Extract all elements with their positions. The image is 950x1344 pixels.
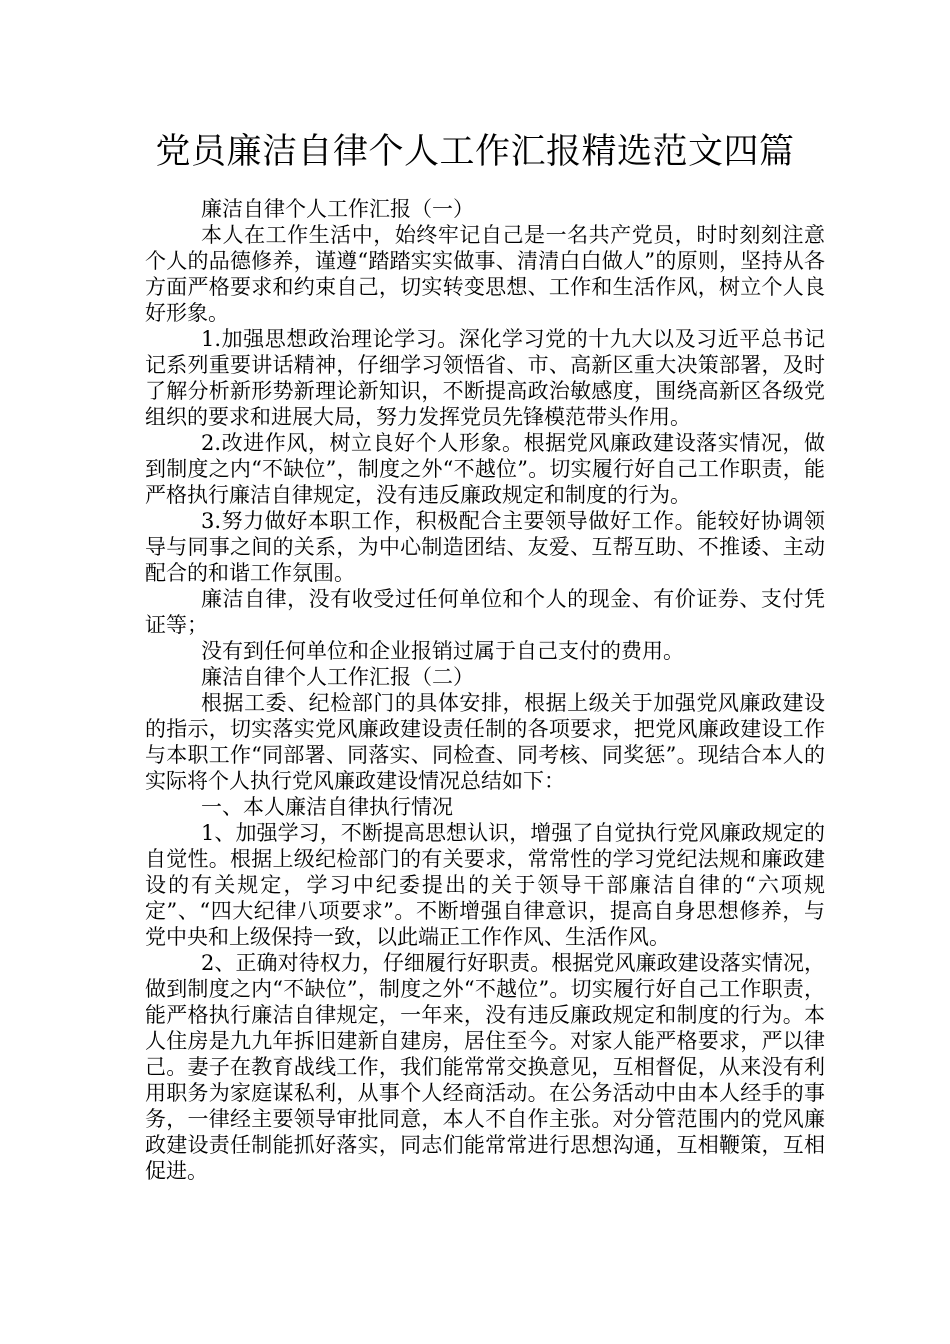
document-body (145, 196, 825, 1184)
subsection-paragraph-1: 1、加强学习，不断提高思想认识，增强了自觉执行党风廉政规定的自觉性。根据上级纪检部门的有关要求，常常性的学习党纪法规和廉政建设的有关规定，学习中纪委提出的关于领导干部廉洁自律的“六项规定”、“四大纪律八项要求”。不断增强自律意识，提高自身思想修养，与党中央和上级保持一致，以此端正工作作风、生活作风。 (145, 821, 825, 949)
item-paragraph-3: 3.努力做好本职工作，积极配合主要领导做好工作。能较好协调领导与同事之间的关系，为中心制造团结、友爱、互帮互助、不推诿、主动配合的和谐工作氛围。 (145, 509, 825, 585)
item-paragraph-1: 1.加强思想政治理论学习。深化学习党的十九大以及习近平总书记记系列重要讲话精神，仔细学习领悟省、市、高新区重大决策部署，及时了解分析新形势新理论新知识，不断提高政治敏感度，围绕高新区各级党组织的要求和进展大局，努力发挥党员先锋模范带头作用。 (145, 327, 825, 429)
subsection-paragraph-2: 2、正确对待权力，仔细履行好职责。根据党风廉政建设落实情况，做到制度之内“不缺位”，制度之外“不越位”。切实履行好自己工作职责，能严格执行廉洁自律规定，一年来，没有违反廉政规定和制度的行为。本人住房是九九年拆旧建新自建房，居住至今。对家人能严格要求，严以律己。妻子在教育战线工作，我们能常常交换意见，互相督促，从来没有利用职务为家庭谋私利，从事个人经商活动。在公务活动中由本人经手的事务，一律经主要领导审批同意，本人不自作主张。对分管范围内的党风廉政建设责任制能抓好落实，同志们能常常进行思想沟通，互相鞭策，互相促进。 (145, 951, 825, 1183)
document-title: 党员廉洁自律个人工作汇报精选范文四篇 (155, 132, 795, 172)
section-2-intro-paragraph: 根据工委、纪检部门的具体安排，根据上级关于加强党风廉政建设的指示，切实落实党风廉政建设责任制的各项要求，把党风廉政建设工作与本职工作“同部署、同落实、同检查、同考核、同奖惩”。现结合本人的实际将个人执行党风廉政建设情况总结如下： (145, 691, 825, 793)
section-heading-2: 廉洁自律个人工作汇报（二） (201, 665, 474, 689)
section-heading-1: 廉洁自律个人工作汇报（一） (201, 197, 474, 221)
reimbursement-paragraph: 没有到任何单位和企业报销过属于自己支付的费用。 (201, 639, 684, 663)
intro-paragraph: 本人在工作生活中，始终牢记自己是一名共产党员，时时刻刻注意个人的品德修养，谨遵“踏踏实实做事、清清白白做人”的原则，坚持从各方面严格要求和约束自己，切实转变思想、工作和生活作风，树立个人良好形象。 (145, 223, 825, 325)
integrity-paragraph: 廉洁自律，没有收受过任何单位和个人的现金、有价证券、支付凭证等； (145, 587, 825, 637)
subsection-heading: 一、本人廉洁自律执行情况 (201, 795, 453, 819)
item-paragraph-2: 2.改进作风，树立良好个人形象。根据党风廉政建设落实情况，做到制度之内“不缺位”，制度之外“不越位”。切实履行好自己工作职责，能严格执行廉洁自律规定，没有违反廉政规定和制度的行为。 (145, 431, 825, 507)
